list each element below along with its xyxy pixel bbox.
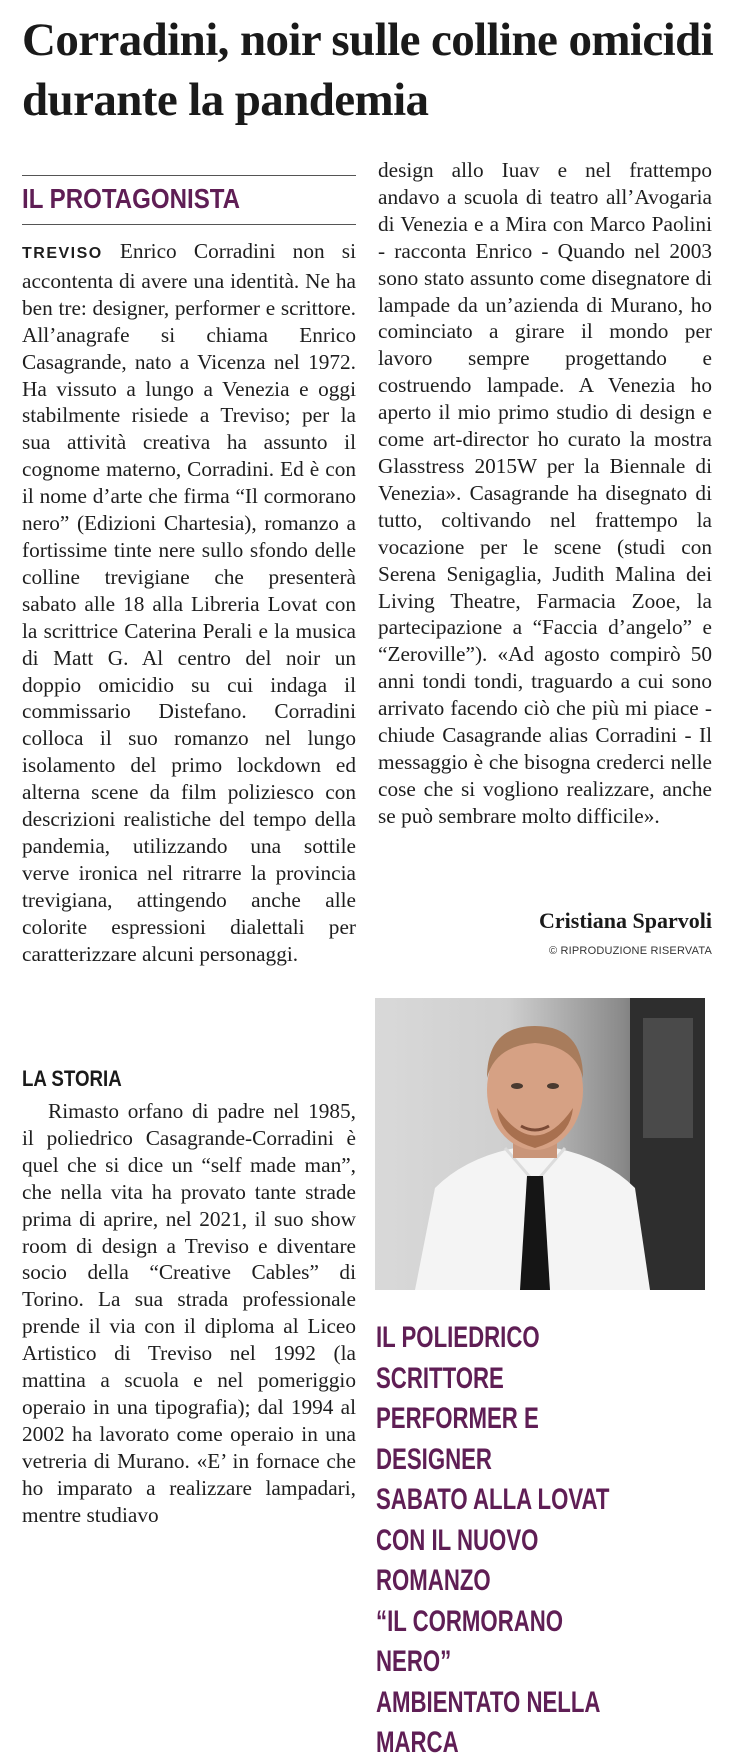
paragraph-1-text: Enrico Corradini non si accontenta di avere una identità. Ne ha ben tre: designer, performer e scrittore. All’anagrafe si chiama Enrico Casagrande, nato a Vicenza nel 1972. Ha vissuto a lungo a Venezia e oggi stabilmente risiede a Treviso; per la sua attività creativa ha assunto il cognome materno, Corradini. Ed è con il nome d’arte che firma “Il cormorano nero” (Edizioni Chartesia), romanzo a fortissime tinte nere sullo sfondo delle colline trevigiane che presenterà sabato alle 18 alla Libreria Lovat con la scrittrice Caterina Perali e la musica di Matt G. Al centro del noir un doppio omicidio su cui indaga il commissario Distefano. Corradini colloca il suo romanzo nel lungo isolamento del primo lockdown ed alterna scene da film poliziesco con descrizioni realistiche del tempo della pandemia, utilizzando una sottile verve ironica nel ritrarre la provincia trevigiana, attingendo anche alle colorite espressioni dialettali per caratterizzare alcuni personaggi.: [22, 239, 356, 966]
copyright-notice: © RIPRODUZIONE RISERVATA: [548, 945, 712, 957]
article-paragraph-1: [22, 238, 356, 967]
section-label: IL PROTAGONISTA: [22, 183, 241, 214]
article-column-2: [378, 157, 712, 830]
author-portrait-illustration: [375, 998, 705, 1290]
photo-caption: IL POLIEDRICO SCRITTORE PERFORMER E DESIGNER SABATO ALLA LOVAT CON IL NUOVO ROMANZO “IL CORMORANO NERO” AMBIENTATO NELLA MARCA: [376, 1321, 610, 1759]
article-paragraph-2: Rimasto orfano di padre nel 1985, il poliedrico Casagrande-Corradini è quel che si dice un “self made man”, che nella vita ha provato tante strade prima di aprire, nel 2021, il suo show room di design a Treviso e diventare socio della “Creative Cables” di Torino. La sua strada professionale prende il via con il diploma al Liceo Artistico di Treviso nel 1992 (la mattina a scuola e nel pomeriggio operaio in una tipografia); dal 1994 al 2002 ha lavorato come operaio in una vetreria di Murano. «E’ in fornace che ho imparato a realizzare lampadari, mentre studiavo: [22, 1099, 356, 1527]
subhead-la-storia: LA STORIA: [22, 1066, 122, 1091]
article-column-1-continued: [22, 1098, 356, 1529]
article-column-1: [22, 238, 356, 967]
section-label-box: [22, 175, 356, 225]
dateline: TREVISO: [22, 245, 103, 262]
author-photo: [375, 998, 705, 1290]
headline: Corradini, noir sulle colline omicidi durante la pandemia: [22, 14, 714, 126]
article-paragraph-3: design allo Iuav e nel frattempo andavo a scuola di teatro all’Avogaria di Venezia e a Mira con Marco Paolini - racconta Enrico - Quando nel 2003 sono stato assunto come disegnatore di lampade da un’azienda di Murano, ho cominciato a girare il mondo per lavoro sempre progettando e costruendo lampade. A Venezia ho aperto il mio primo studio di design e come art-director ho curato la mostra Glasstress 2015W per la Biennale di Venezia». Casagrande ha disegnato di tutto, coltivando nel frattempo la vocazione per le scene (studi con Serena Senigaglia, Judith Malina dei Living Theatre, Farmacia Zooe, la partecipazione a “Faccia d’angelo” e “Zeroville”). «Ad agosto compirò 50 anni tondi tondi, traguardo a cui sono arrivato facendo ciò che più mi piace - chiude Casagrande alias Corradini - Il messaggio è che bisogna crederci nelle cose che si vogliono realizzare, anche se può sembrare molto difficile».: [378, 158, 712, 828]
byline: Cristiana Sparvoli: [539, 908, 712, 933]
